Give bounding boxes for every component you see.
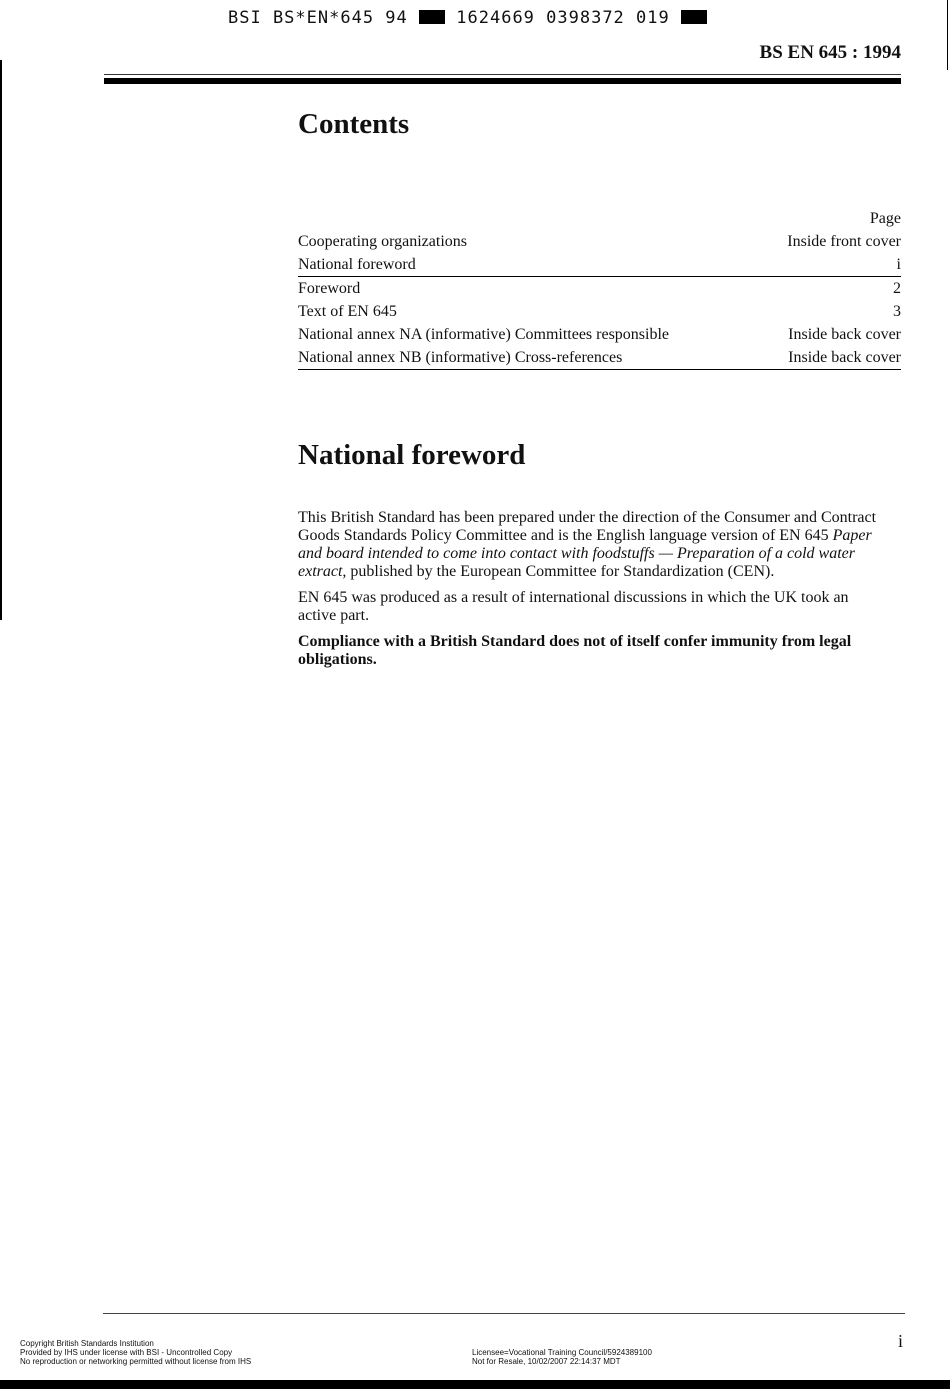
- contents-title: Contents: [298, 108, 410, 140]
- toc-row[interactable]: [298, 346, 901, 370]
- block-mark: [681, 10, 707, 24]
- scan-edge: [0, 60, 2, 620]
- toc-page: 2: [893, 280, 901, 297]
- toc-row[interactable]: [298, 230, 901, 253]
- page-number: i: [897, 1331, 903, 1351]
- paragraph: EN 645 was produced as a result of international discussions in which the UK took an active part.: [298, 589, 849, 624]
- toc-page: i: [896, 256, 901, 273]
- toc-label: National annex NB (informative) Cross-references: [298, 349, 623, 366]
- toc-label: Text of EN 645: [298, 303, 397, 320]
- contents-table: [298, 207, 901, 370]
- toc-page: Inside front cover: [787, 233, 901, 250]
- toc-row[interactable]: [298, 277, 901, 300]
- divider: [104, 78, 901, 84]
- code-part: BSI BS*EN*645 94: [228, 8, 408, 28]
- toc-page: Inside back cover: [788, 326, 901, 343]
- document-code: [228, 8, 707, 28]
- toc-label: National annex NA (informative) Committees responsible: [298, 326, 670, 343]
- toc-page: 3: [893, 303, 901, 320]
- text: published by the European Committee for Standardization (CEN).: [346, 563, 775, 580]
- scan-edge: [947, 0, 948, 70]
- toc-row[interactable]: [298, 300, 901, 323]
- footer-copyright: [20, 1339, 251, 1366]
- toc-label: Foreword: [298, 280, 361, 297]
- paragraph: [298, 509, 883, 581]
- toc-label: Cooperating organizations: [298, 233, 467, 250]
- divider: [104, 74, 901, 75]
- title-italic: Paper and board intended to come into contact with foodstuffs — Preparation of a cold water extract,: [298, 527, 872, 580]
- scan-bottom-bar: [0, 1380, 950, 1389]
- page-column-header: Page: [869, 210, 901, 227]
- toc-row[interactable]: [298, 323, 901, 346]
- toc-row[interactable]: [298, 253, 901, 277]
- footer-line: Copyright British Standards Institution: [20, 1339, 154, 1348]
- footer-license: [472, 1348, 652, 1366]
- foreword-title: National foreword: [298, 439, 526, 471]
- footer-line: Not for Resale, 10/02/2007 22:14:37 MDT: [472, 1357, 621, 1366]
- code-part: 1624669 0398372 019: [456, 8, 670, 28]
- footer-line: Licensee=Vocational Training Council/5924389100: [472, 1348, 652, 1357]
- block-mark: [419, 10, 445, 24]
- compliance-statement: Compliance with a British Standard does not of itself confer immunity from legal obligations.: [298, 633, 852, 668]
- footer-line: Provided by IHS under license with BSI - Uncontrolled Copy: [20, 1348, 233, 1357]
- foreword-body: [298, 509, 883, 677]
- text: This British Standard has been prepared under the direction of the Consumer and Contract Goods Standards Policy Committee and is the English language version of EN 645: [298, 509, 877, 544]
- footer-rule: [103, 1313, 905, 1314]
- toc-label: National foreword: [298, 256, 416, 273]
- footer-line: No reproduction or networking permitted without license from IHS: [20, 1357, 252, 1366]
- toc-page: Inside back cover: [788, 349, 901, 366]
- standard-number: BS EN 645 : 1994: [759, 42, 901, 63]
